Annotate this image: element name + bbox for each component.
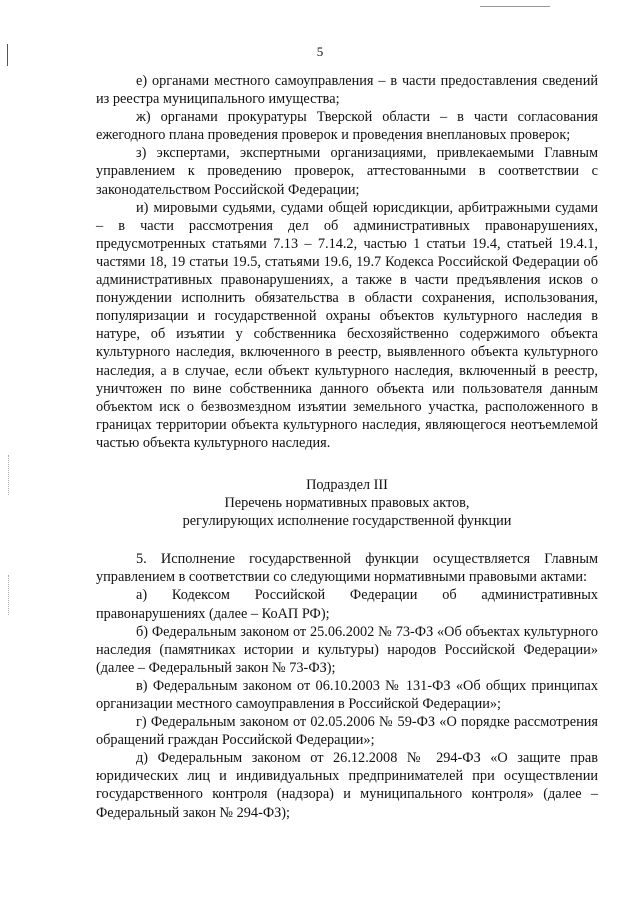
paragraph: г) Федеральным законом от 02.05.2006 № 59-ФЗ «О порядке рассмотрения обращений граждан Российской Федерации»; xyxy=(96,714,598,749)
paragraph: з) экспертами, экспертными организациями, привлекаемыми Главным управлением к проведению проверок, аттестованными в соответствии с законодательством Российской Федерации; xyxy=(96,145,598,198)
paragraph: 5. Исполнение государственной функции осуществляется Главным управлением в соответствии со следующими нормативными правовыми актами: xyxy=(96,551,598,586)
document-body xyxy=(96,72,598,822)
paragraph: а) Кодексом Российской Федерации об административных правонарушениях (далее – КоАП РФ); xyxy=(96,587,598,622)
subsection-title: Подраздел III xyxy=(306,476,388,493)
page-number: 5 xyxy=(316,44,324,59)
paragraph: д) Федеральным законом от 26.12.2008 № 294-ФЗ «О защите прав юридических лиц и индивидуальных предпринимателей при осуществлении государственного контроля (надзора) и муниципального контроля» (далее – Федеральный закон № 294-ФЗ); xyxy=(96,750,598,821)
paragraph: б) Федеральным законом от 25.06.2002 № 73-ФЗ «Об объектах культурного наследия (памятниках истории и культуры) народов Российской Федерации» (далее – Федеральный закон № 73-ФЗ); xyxy=(96,623,598,676)
scan-top-mark xyxy=(480,6,550,7)
paragraph: и) мировыми судьями, судами общей юрисдикции, арбитражными судами – в части рассмотрения дел об административных правонарушениях, предусмотренных статьями 7.13 – 7.14.2, частью 1 статьи 19.4, статьей 19.4.1, частями 18, 19 статьи 19.5, статьями 19.6, 19.7 Кодекса Российской Федерации об административных правонарушениях, а также в части предъявления исков о понуждении исполнить обязательства в области сохранения, использования, популяризации и государственной охраны объектов культурного наследия в натуре, об изъятии у собственника бесхозяйственно содержимого объекта культурного наследия, включенного в реестр, выявленного объекта культурного наследия, а в случае, если объект культурного наследия, включенный в реестр, уничтожен по вине собственника данного объекта или пользователя данным объектом иск о безвозмездном изъятии земельного участка, расположенного в границах территории объекта культурного наследия, являющегося неотъемлемой частью объекта культурного наследия. xyxy=(96,199,598,451)
paragraph: е) органами местного самоуправления – в части предоставления сведений из реестра муниципального имущества; xyxy=(96,73,598,108)
scan-margin-dots xyxy=(8,455,10,495)
subsection-heading-line: Перечень нормативных правовых актов, xyxy=(224,495,470,512)
scan-margin-dots xyxy=(8,575,10,615)
paragraph: в) Федеральным законом от 06.10.2003 № 131-ФЗ «Об общих принципах организации местного самоуправления в Российской Федерации»; xyxy=(96,677,598,712)
subsection-heading-line: регулирующих исполнение государственной функции xyxy=(182,513,512,530)
paragraph: ж) органами прокуратуры Тверской области – в части согласования ежегодного плана проведения проверок и проведения внеплановых проверок; xyxy=(96,109,598,144)
